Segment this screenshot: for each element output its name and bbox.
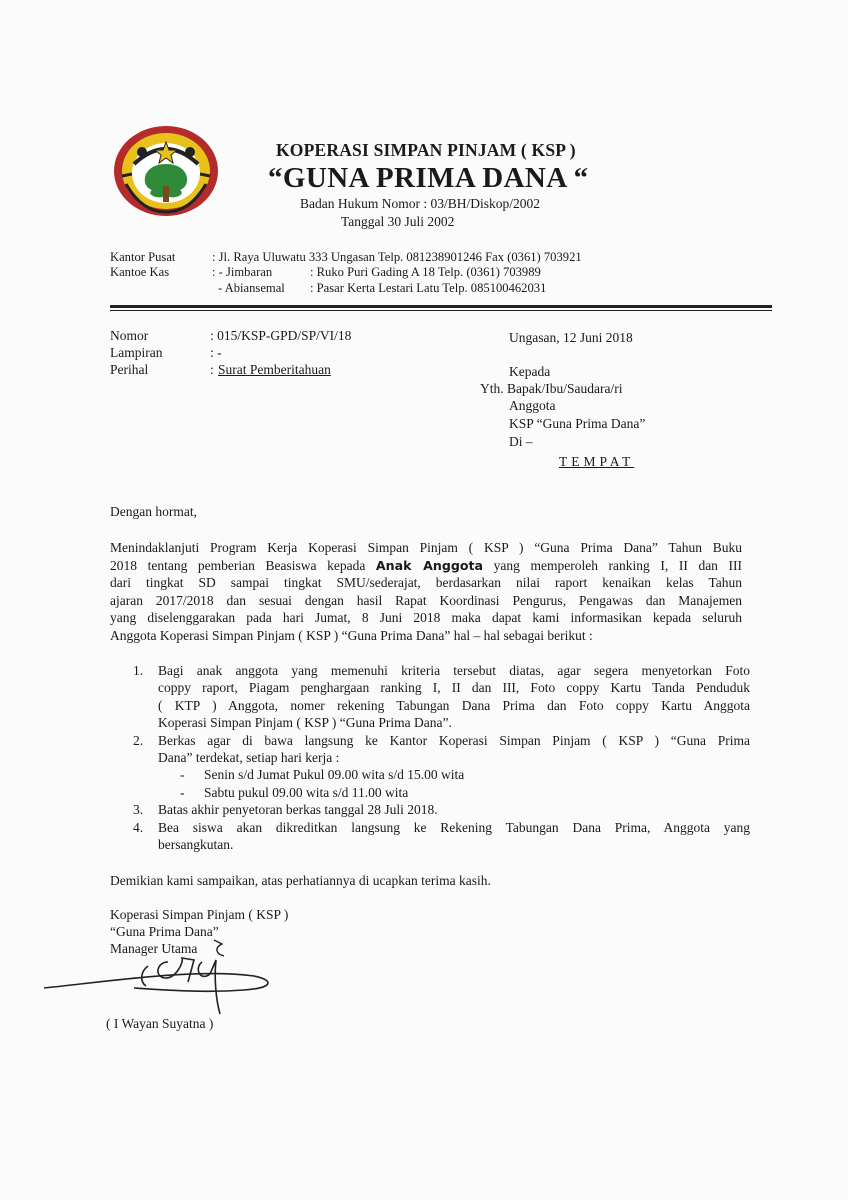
org-title: KOPERASI SIMPAN PINJAM ( KSP ) [276,140,576,160]
list-line: Dana” terdekat, setiap hari kerja : [158,750,340,766]
list-number: 4. [133,819,144,835]
list-number: 2. [133,732,144,748]
lampiran-label: Lampiran [110,345,163,360]
sub-list-text: Sabtu pukul 09.00 wita s/d 11.00 wita [204,784,409,800]
recipient-ksp: KSP “Guna Prima Dana” [509,416,646,431]
list-item [110,801,750,818]
kantor-kas-1-name: : - Jimbaran [212,265,273,279]
list-line: coppy raport, Piagam penghargaan ranking I, II dan III, Foto coppy Kartu Tanda Penduduk [158,680,750,696]
signature-org-name: “Guna Prima Dana” [110,924,219,939]
list-line: Batas akhir penyetoran berkas tanggal 28 Juli 2018. [158,802,438,818]
numbered-list [110,662,750,853]
kantor-kas-2-name: - Abiansemal [218,281,285,295]
paragraph-line: ajaran 2017/2018 dan sesuai dengan hasil Rapat Koordinasi Pengurus, Pengawas dan Manajemen [110,592,742,608]
kantor-pusat-label: Kantor Pusat [110,250,176,264]
dash-bullet: - [180,767,185,783]
list-line: bersangkutan. [158,837,234,853]
bold-anak-anggota: Anak Anggota [375,557,484,573]
list-line: Bagi anak anggota yang memenuhi kriteria tersebut diatas, agar segera menyetorkan Foto [158,663,750,678]
nomor-value: : 015/KSP-GPD/SP/VI/18 [210,328,352,343]
sub-list-text: Senin s/d Jumat Pukul 09.00 wita s/d 15.00 wita [204,767,465,783]
salutation: Dengan hormat, [110,504,197,519]
kantor-pusat-value: : Jl. Raya Uluwatu 333 Ungasan Telp. 081238901246 Fax (0361) 703921 [212,250,582,264]
paragraph-text: 2018 tentang pemberian Beasiswa kepada [110,557,366,573]
badan-hukum: Badan Hukum Nomor : 03/BH/Diskop/2002 [300,196,540,211]
list-item [110,662,750,732]
recipient-di: Di – [509,434,533,449]
list-line: Berkas agar di bawa langsung ke Kantor Koperasi Simpan Pinjam ( KSP ) “Guna Prima [158,732,750,748]
list-line: ( KTP ) Anggota, nomer rekening Tabungan Dana Prima dan Foto coppy Kartu Anggota [158,697,750,713]
paragraph-line-with-bold [110,557,742,575]
sub-list-item [110,766,750,783]
perihal-colon: : [210,362,214,377]
closing-sentence: Demikian kami sampaikan, atas perhatiannya di ucapkan terima kasih. [110,873,491,888]
list-item [110,819,750,854]
list-line: Koperasi Simpan Pinjam ( KSP ) “Guna Prima Dana”. [158,715,452,731]
handwritten-signature-icon [44,938,284,1018]
signer-name: ( I Wayan Suyatna ) [106,1016,214,1031]
signature-org: Koperasi Simpan Pinjam ( KSP ) [110,907,289,922]
cooperative-logo-icon [112,124,220,218]
established-date: Tanggal 30 Juli 2002 [341,214,455,229]
paragraph-line: dari tingkat SD sampai tingkat SMU/sederajat, berdasarkan nilai raport kenaikan kelas Tahun [110,575,742,591]
recipient-tempat: TEMPAT [559,454,635,469]
nomor-label: Nomor [110,328,149,343]
list-line: Bea siswa akan dikreditkan langsung ke Rekening Tabungan Dana Prima, Anggota yang [158,819,750,835]
lampiran-value: : - [210,345,222,360]
dash-bullet: - [180,784,185,800]
kantor-kas-2-value: : Pasar Kerta Lestari Latu Telp. 085100462031 [310,281,547,295]
perihal-label: Perihal [110,362,149,377]
recipient-kepada: Kepada [509,364,551,379]
kantor-kas-1-value: : Ruko Puri Gading A 18 Telp. (0361) 703989 [310,265,541,279]
sub-list-item [110,784,750,801]
header-divider-thin [110,310,772,311]
place-date: Ungasan, 12 Juni 2018 [509,330,633,345]
paragraph-line: Anggota Koperasi Simpan Pinjam ( KSP ) “Guna Prima Dana” hal – hal sebagai berikut : [110,627,593,643]
recipient-yth: Yth. Bapak/Ibu/Saudara/ri [480,381,623,396]
list-item [110,732,750,767]
recipient-anggota: Anggota [509,398,556,413]
paragraph-line: yang diselenggarakan pada hari Jumat, 8 Juni 2018 maka dapat kami informasikan kepada seluruh [110,610,742,626]
org-name: “GUNA PRIMA DANA “ [268,162,589,194]
list-number: 1. [133,663,144,678]
signature-title: Manager Utama [110,941,198,956]
paragraph-text: yang memperoleh ranking I, II dan III [493,557,743,573]
opening-paragraph [110,539,742,645]
paragraph-line: Menindaklanjuti Program Kerja Koperasi Simpan Pinjam ( KSP ) “Guna Prima Dana” Tahun Buku [110,540,742,555]
header-divider-thick [110,305,772,308]
kantor-kas-label: Kantoe Kas [110,265,170,279]
list-number: 3. [133,802,144,818]
perihal-value: Surat Pemberitahuan [218,362,331,377]
